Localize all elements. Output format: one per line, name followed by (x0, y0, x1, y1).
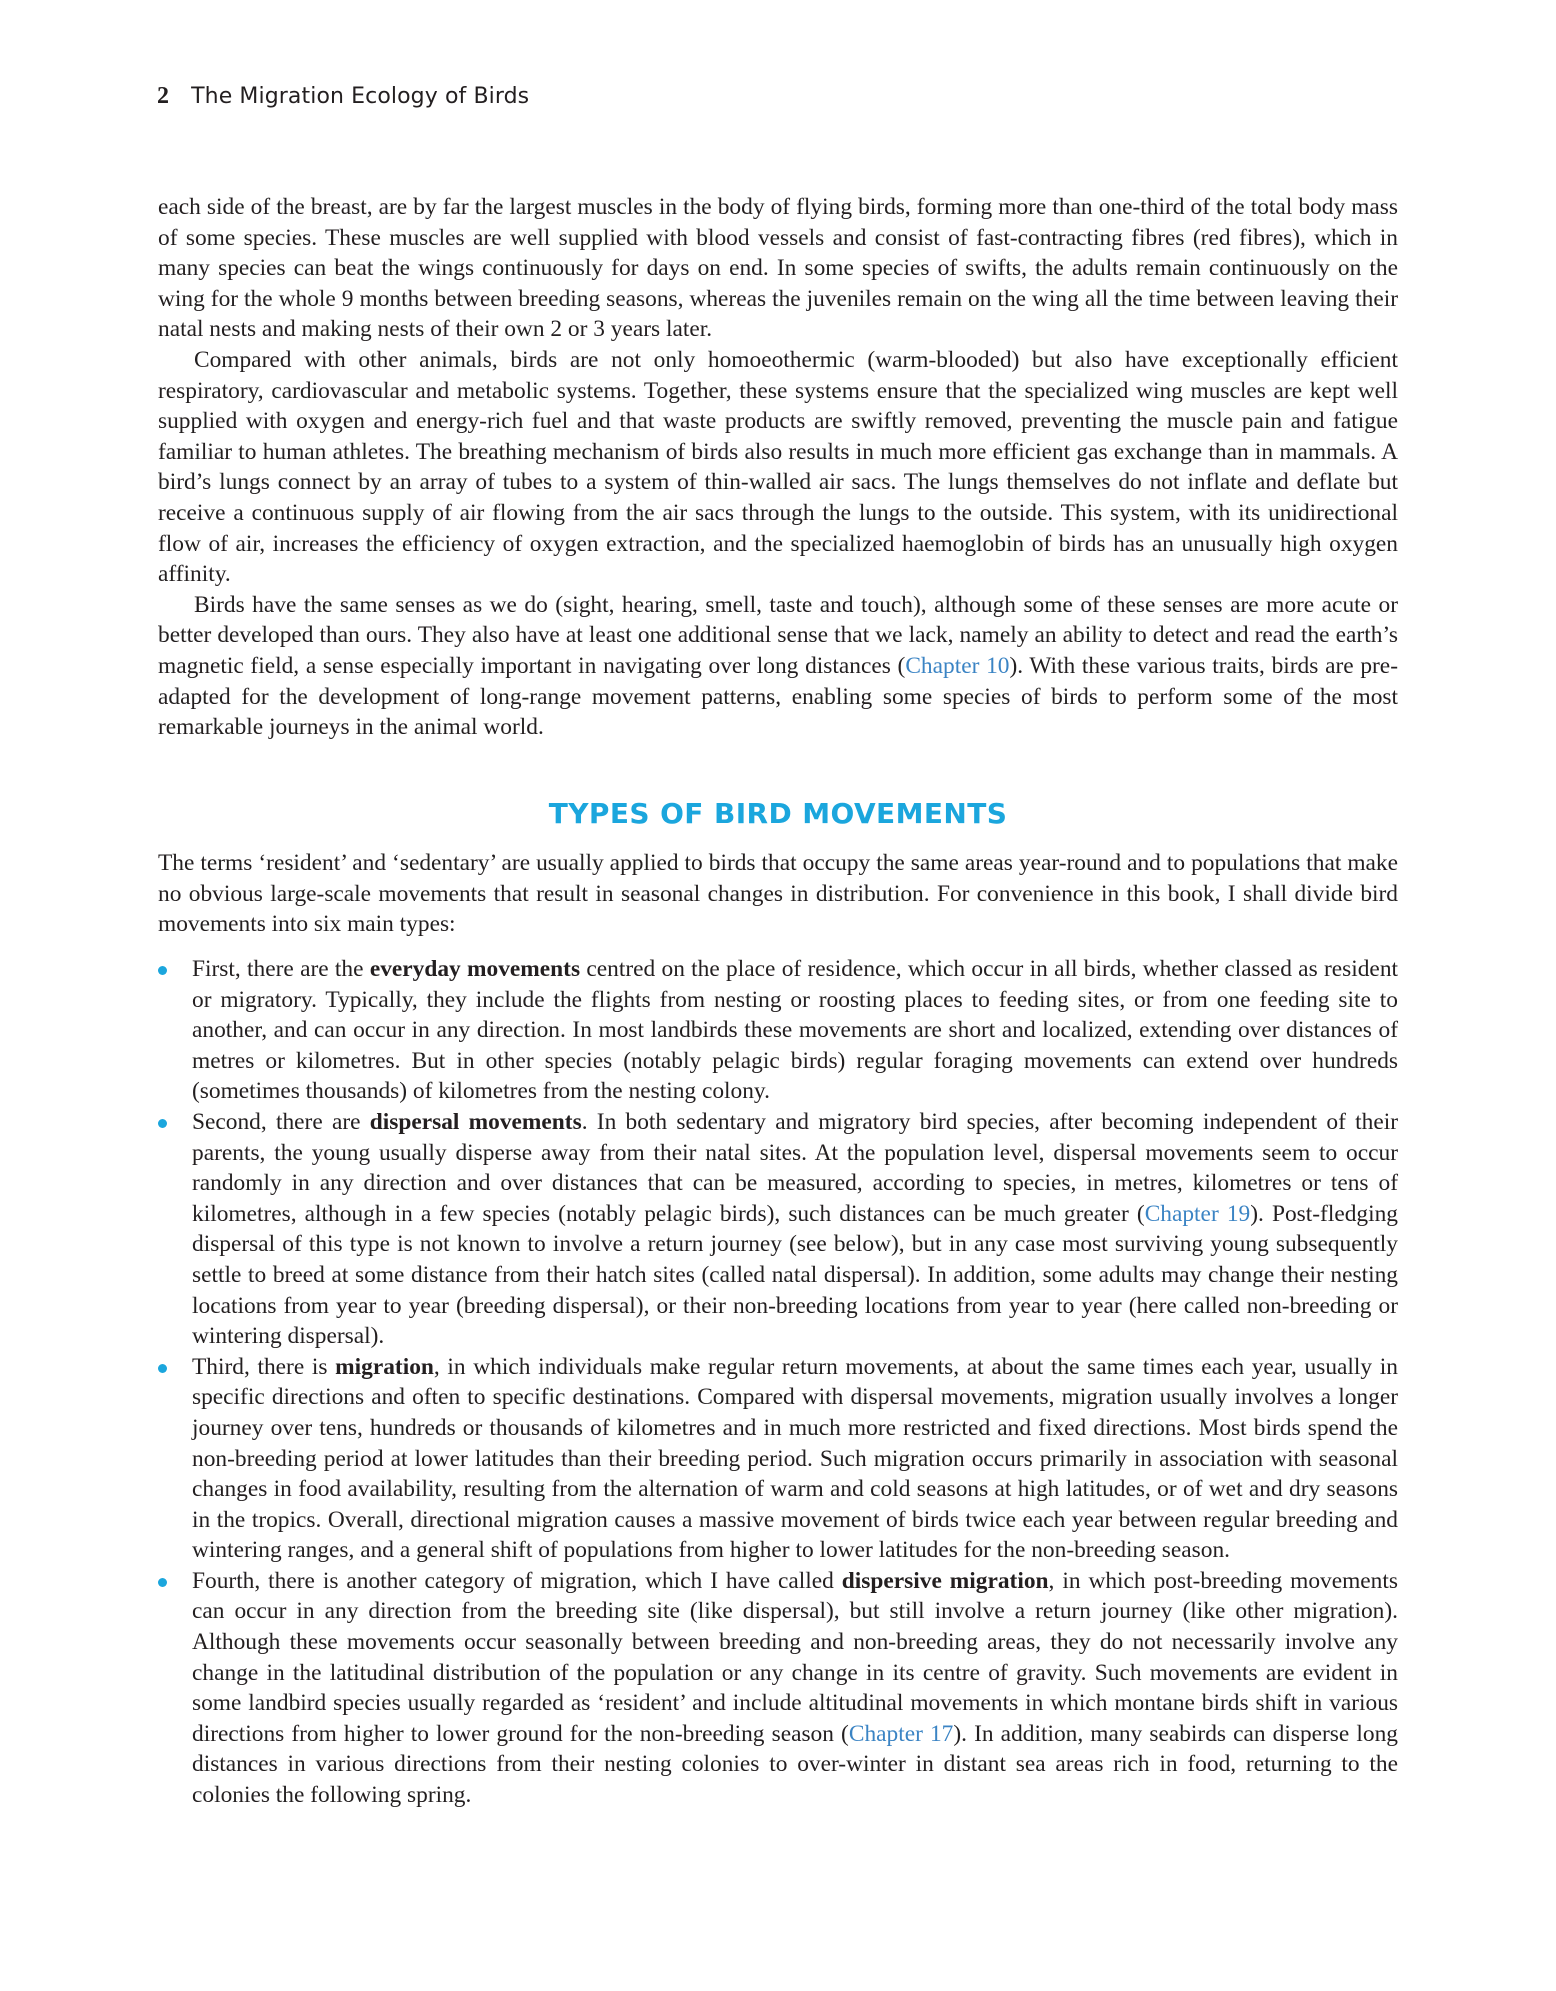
bullet-icon (158, 1119, 167, 1128)
section-intro: The terms ‘resident’ and ‘sedentary’ are usually applied to birds that occupy the same areas year-round and to populations that make no obvious large-scale movements that result in seasonal changes in distribution. For convenience in this book, I shall divide bird movements into six main types: (158, 850, 1398, 938)
list-item-text: centred on the place of residence, which occur in all birds, whether classed as resident or migratory. Typically, they include the flights from nesting or roosting places to feeding sites, or from one feeding site to another, and can occur in any direction. In most landbirds these movements are short and localized, extending over distances of metres or kilometres. But in other species (notably pelagic birds) regular foraging movements can extend over hundreds (sometimes thousands) of kilometres from the nesting colony. (192, 956, 1399, 1105)
list-item-text: First, there are the (192, 956, 370, 982)
chapter-10-link[interactable]: Chapter 10 (905, 652, 1010, 679)
bullet-icon (158, 966, 167, 975)
list-item-everyday-movements (158, 954, 1398, 1107)
chapter-17-link[interactable]: Chapter 17 (848, 1720, 954, 1747)
paragraph-senses (158, 590, 1398, 743)
list-item-dispersive-migration (158, 1566, 1398, 1811)
list-item-text: . In both sedentary and migratory bird species, after becoming independent of their parents, the young usually disperse away from their natal sites. At the population level, dispersal movements seem to occur randomly in any direction and over distances that can be measured, according to species, in metres, kilometres or tens of kilometres, although in a few species (notably pelagic birds), such distances can be much greater ( (192, 1108, 1398, 1227)
running-head (157, 83, 529, 110)
bullet-icon (158, 1364, 167, 1373)
paragraph-physiology: Compared with other animals, birds are not only homoeothermic (warm-blooded) but also have exceptionally efficient respiratory, cardiovascular and metabolic systems. Together, these systems ensure that the specialized wing muscles are kept well supplied with oxygen and energy-rich fuel and that waste products are swiftly removed, preventing the muscle pain and fatigue familiar to human athletes. The breathing mechanism of birds also results in much more efficient gas exchange than in mammals. A bird’s lungs connect by an array of tubes to a system of thin-walled air sacs. The lungs themselves do not inflate and deflate but receive a continuous supply of air flowing from the air sacs through the lungs to the outside. This system, with its unidirectional flow of air, increases the efficiency of oxygen extraction, and the specialized haemoglobin of birds has an unusually high oxygen affinity. (158, 346, 1398, 588)
list-item-text: ). Post-fledging dispersal of this type is not known to involve a return journey (see below), but in any case most surviving young subsequently settle to breed at some distance from their hatch sites (called natal dispersal). In addition, some adults may change their nesting locations from year to year (breeding dispersal), or their non-breeding locations from year to year (here called non-breeding or wintering dispersal). (192, 1200, 1398, 1350)
list-item-text: , in which post-breeding movements can occur in any direction from the breeding site (like dispersal), but still involve a return journey (like other migration). Although these movements occur seasonally between breeding and non-breeding areas, they do not necessarily involve any change in the latitudinal distribution of the population or any change in its centre of gravity. Such movements are evident in some landbird species usually regarded as ‘resident’ and include altitudinal movements in which montane birds shift in various directions from higher to lower ground for the non-breeding season ( (192, 1567, 1398, 1747)
list-item-text: Fourth, there is another category of migration, which I have called (192, 1567, 842, 1594)
paragraph-senses-text-1: Birds have the same senses as we do (sight, hearing, smell, taste and touch), although some of these senses are more acute or better developed than ours. They also have at least one additional sense that we lack, namely an ability to detect and read the earth’s magnetic field, a sense especially important in navigating over long distances ( (158, 591, 1398, 679)
paragraph-flight-muscles: each side of the breast, are by far the largest muscles in the body of flying birds, forming more than one-third of the total body mass of some species. These muscles are well supplied with blood vessels and consist of fast-contracting fibres (red fibres), which in many species can beat the wings continuously for days on end. In some species of swifts, the adults remain continuously on the wing for the whole 9 months between breeding seasons, whereas the juveniles remain on the wing all the time between leaving their natal nests and making nests of their own 2 or 3 years later. (158, 194, 1398, 343)
list-item-text: Second, there are (192, 1108, 370, 1135)
body-text (158, 192, 1398, 743)
list-item-text: Third, there is (192, 1353, 336, 1380)
list-item-migration (158, 1352, 1398, 1566)
term-dispersal-movements: dispersal movements (369, 1108, 582, 1135)
term-dispersive-migration: dispersive migration (841, 1567, 1049, 1594)
paragraph-senses-text-2: ). With these various traits, birds are pre-adapted for the development of long-range movement patterns, enabling some species of birds to perform some of the most remarkable journeys in the animal world. (158, 652, 1398, 741)
list-item-dispersal-movements (158, 1107, 1398, 1352)
term-everyday-movements: everyday movements (369, 956, 581, 982)
page-number: 2 (157, 83, 170, 109)
list-item-text: ). In addition, many seabirds can disperse long distances in various directions from their nesting colonies to over-winter in distant sea areas rich in food, returning to the colonies the following spring. (192, 1720, 1398, 1809)
section-heading: TYPES OF BIRD MOVEMENTS (548, 797, 1008, 830)
list-item-text: , in which individuals make regular return movements, at about the same times each year, usually in specific directions and often to specific destinations. Compared with dispersal movements, migration usually involves a longer journey over tens, hundreds or thousands of kilometres and in much more restricted and fixed directions. Most birds spend the non-breeding period at lower latitudes than their breeding period. Such migration occurs primarily in association with seasonal changes in food availability, resulting from the alternation of warm and cold seasons at high latitudes, or of wet and dry seasons in the tropics. Overall, directional migration causes a massive movement of birds twice each year between regular breeding and wintering ranges, and a general shift of populations from higher to lower latitudes for the non-breeding season. (192, 1353, 1398, 1564)
term-migration: migration (335, 1353, 434, 1380)
chapter-19-link[interactable]: Chapter 19 (1144, 1200, 1251, 1227)
running-title: The Migration Ecology of Birds (191, 84, 530, 109)
movement-types-list (158, 954, 1398, 1811)
bullet-icon (158, 1578, 167, 1587)
